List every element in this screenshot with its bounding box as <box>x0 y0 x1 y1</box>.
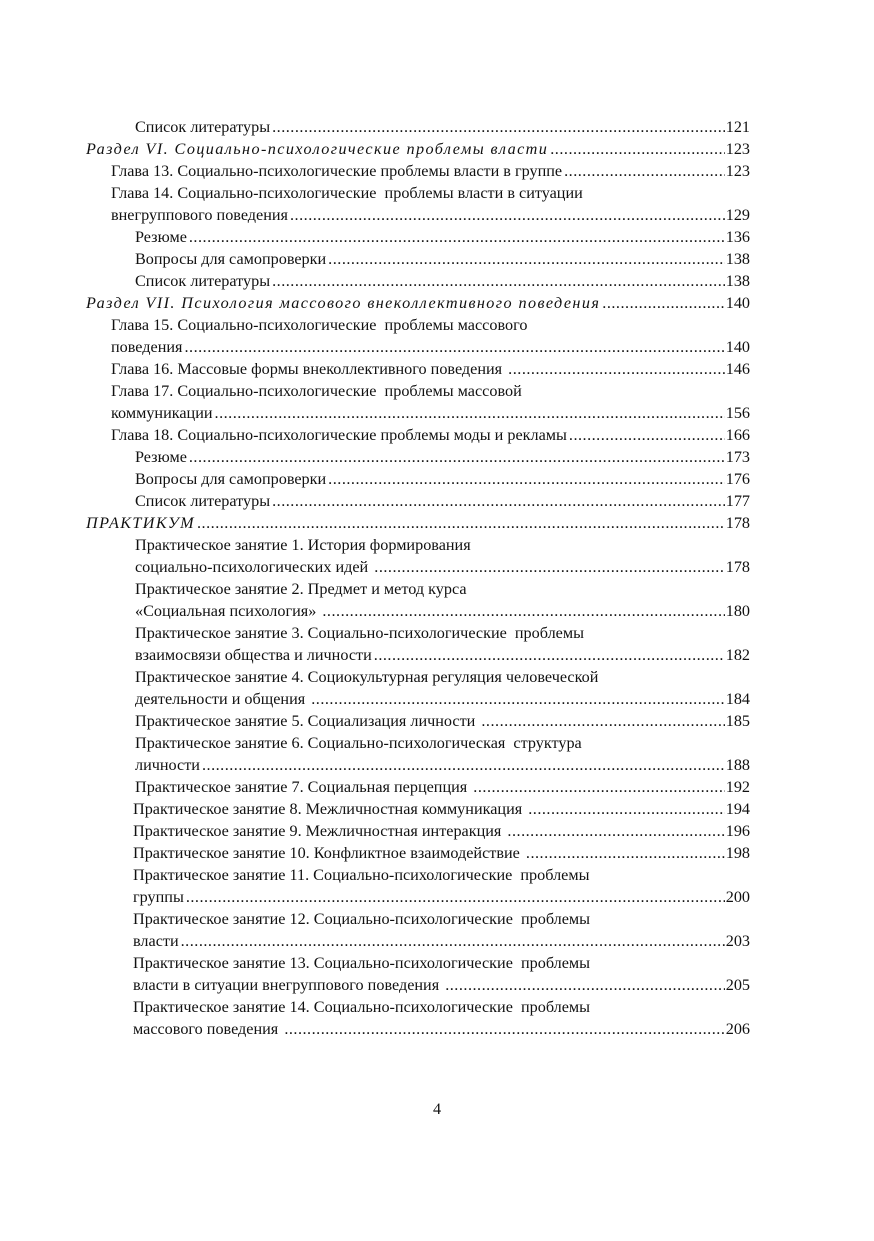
toc-entry-line1 <box>111 314 750 336</box>
toc-page-number: 200 <box>725 888 750 906</box>
toc-leader-dots <box>215 402 725 424</box>
toc-entry <box>133 798 750 820</box>
toc-entry-line2 <box>133 930 750 952</box>
toc-leader-dots <box>328 468 725 490</box>
toc-entry-title: Глава 15. Социально-психологические проблемы массового <box>111 316 528 334</box>
toc-leader-dots <box>550 138 724 160</box>
toc-entry <box>135 776 750 798</box>
toc-entry-title: Список литературы <box>135 492 271 510</box>
table-of-contents <box>0 116 874 1040</box>
toc-leader-dots <box>602 292 724 314</box>
page-number: 4 <box>432 1100 442 1118</box>
toc-page-number: 178 <box>725 558 750 576</box>
toc-entry-title: Практическое занятие 8. Межличностная коммуникация <box>133 800 527 818</box>
toc-page-number: 123 <box>725 162 750 180</box>
toc-leader-dots <box>564 160 725 182</box>
toc-page-number: 205 <box>725 976 750 994</box>
toc-page-number: 176 <box>725 470 750 488</box>
toc-leader-dots <box>445 974 725 996</box>
toc-entry-title-cont: коммуникации <box>111 404 213 422</box>
toc-page-number: 203 <box>725 932 750 950</box>
toc-entry-line1 <box>133 996 750 1018</box>
toc-entry-line2 <box>111 204 750 226</box>
toc-entry-title: Резюме <box>135 448 187 466</box>
toc-entry-line1 <box>135 534 750 556</box>
toc-entry <box>133 820 750 842</box>
toc-leader-dots <box>189 226 725 248</box>
toc-page-number: 177 <box>725 492 750 510</box>
toc-entry-title-cont: «Социальная психология» <box>135 602 321 620</box>
toc-entry <box>135 468 750 490</box>
toc-leader-dots <box>507 820 724 842</box>
toc-leader-dots <box>473 776 724 798</box>
toc-page-number: 140 <box>725 294 750 312</box>
toc-leader-dots <box>186 886 725 908</box>
toc-entry-line2 <box>135 754 750 776</box>
toc-entry <box>135 490 750 512</box>
toc-leader-dots <box>189 446 725 468</box>
toc-entry <box>135 710 750 732</box>
toc-leader-dots <box>311 688 724 710</box>
toc-entry-line1 <box>135 622 750 644</box>
toc-entry-line1 <box>111 380 750 402</box>
toc-entry-title: Практическое занятие 4. Социокультурная регуляция человеческой <box>135 668 599 686</box>
toc-leader-dots <box>374 644 725 666</box>
toc-page-number: 156 <box>725 404 750 422</box>
toc-entry-line1 <box>135 732 750 754</box>
toc-leader-dots <box>272 490 725 512</box>
toc-page-number: 146 <box>725 360 750 378</box>
toc-entry-title: Раздел VI. Социально-психологические проблемы власти <box>86 140 549 158</box>
toc-entry-line2 <box>135 644 750 666</box>
toc-entry-title: Вопросы для самопроверки <box>135 250 327 268</box>
toc-entry-line2 <box>133 1018 750 1040</box>
toc-entry-title: Глава 17. Социально-психологические проблемы массовой <box>111 382 522 400</box>
toc-entry-title: ПРАКТИКУМ <box>86 514 195 532</box>
toc-entry-line2 <box>135 600 750 622</box>
toc-page-number: 182 <box>725 646 750 664</box>
toc-leader-dots <box>272 116 725 138</box>
toc-entry-title: Глава 13. Социально-психологические проблемы власти в группе <box>111 162 563 180</box>
toc-entry-line2 <box>133 974 750 996</box>
toc-entry-title: Практическое занятие 6. Социально-психологическая структура <box>135 734 582 752</box>
toc-entry-line1 <box>133 864 750 886</box>
toc-entry-title: Резюме <box>135 228 187 246</box>
toc-entry-title: Практическое занятие 9. Межличностная интеракция <box>133 822 506 840</box>
toc-entry-title: Практическое занятие 10. Конфликтное взаимодействие <box>133 844 524 862</box>
toc-entry-title-cont: деятельности и общения <box>135 690 310 708</box>
toc-leader-dots <box>272 270 725 292</box>
toc-leader-dots <box>184 336 724 358</box>
toc-leader-dots <box>526 842 725 864</box>
toc-page-number: 198 <box>725 844 750 862</box>
toc-page-number: 180 <box>725 602 750 620</box>
toc-page-number: 192 <box>725 778 750 796</box>
toc-page-number: 123 <box>725 140 750 158</box>
toc-entry-line1 <box>133 952 750 974</box>
toc-leader-dots <box>197 512 725 534</box>
toc-entry-title: Список литературы <box>135 272 271 290</box>
toc-entry <box>135 116 750 138</box>
toc-entry <box>135 226 750 248</box>
toc-entry-title: Глава 16. Массовые формы внеколлективного поведения <box>111 360 507 378</box>
toc-page-number: 188 <box>725 756 750 774</box>
toc-leader-dots <box>181 930 725 952</box>
toc-page-number: 196 <box>725 822 750 840</box>
toc-entry-line1 <box>135 666 750 688</box>
toc-leader-dots <box>569 424 725 446</box>
toc-leader-dots <box>481 710 724 732</box>
toc-entry-title: Практическое занятие 3. Социально-психологические проблемы <box>135 624 584 642</box>
toc-entry-title: Практическое занятие 14. Социально-психологические проблемы <box>133 998 591 1016</box>
toc-entry <box>111 424 750 446</box>
toc-leader-dots <box>202 754 725 776</box>
toc-page-number: 194 <box>725 800 750 818</box>
toc-page-number: 185 <box>725 712 750 730</box>
toc-entry-title: Глава 14. Социально-психологические проблемы власти в ситуации <box>111 184 583 202</box>
toc-entry-line2 <box>111 336 750 358</box>
toc-entry-line1 <box>135 578 750 600</box>
toc-entry-title: Практическое занятие 7. Социальная перцепция <box>135 778 472 796</box>
toc-leader-dots <box>322 600 724 622</box>
toc-entry-title: Список литературы <box>135 118 271 136</box>
toc-page-number: 178 <box>725 514 750 532</box>
toc-leader-dots <box>290 204 725 226</box>
toc-entry-title: Практическое занятие 11. Социально-психологические проблемы <box>133 866 590 884</box>
toc-page-number: 136 <box>725 228 750 246</box>
toc-page-number: 184 <box>725 690 750 708</box>
toc-entry-title-cont: внегруппового поведения <box>111 206 288 224</box>
toc-entry <box>135 248 750 270</box>
toc-entry <box>133 842 750 864</box>
toc-leader-dots <box>374 556 724 578</box>
toc-entry-title: Практическое занятие 13. Социально-психологические проблемы <box>133 954 591 972</box>
toc-entry-title-cont: социально-психологических идей <box>135 558 373 576</box>
toc-page-number: 166 <box>725 426 750 444</box>
toc-entry-title-cont: поведения <box>111 338 183 356</box>
toc-entry-title: Глава 18. Социально-психологические проблемы моды и рекламы <box>111 426 567 444</box>
toc-entry-line1 <box>133 908 750 930</box>
toc-entry-line2 <box>111 402 750 424</box>
toc-entry-title-cont: власти <box>133 932 179 950</box>
toc-section-heading <box>86 292 750 314</box>
toc-entry-title-cont: взаимосвязи общества и личности <box>135 646 372 664</box>
toc-entry-title: Практическое занятие 2. Предмет и метод курса <box>135 580 467 598</box>
toc-entry-title: Практическое занятие 5. Социализация личности <box>135 712 480 730</box>
toc-entry-line2 <box>135 556 750 578</box>
toc-page-number: 129 <box>725 206 750 224</box>
toc-page-number: 121 <box>725 118 750 136</box>
toc-page-number: 206 <box>725 1020 750 1038</box>
toc-entry <box>135 270 750 292</box>
toc-entry-title-cont: массового поведения <box>133 1020 283 1038</box>
toc-leader-dots <box>284 1018 724 1040</box>
toc-entry-title-cont: личности <box>135 756 200 774</box>
toc-entry-title-cont: власти в ситуации внегруппового поведения <box>133 976 444 994</box>
toc-entry <box>111 358 750 380</box>
toc-section-heading <box>86 512 750 534</box>
toc-section-heading <box>86 138 750 160</box>
toc-page-number: 138 <box>725 250 750 268</box>
toc-entry-title: Вопросы для самопроверки <box>135 470 327 488</box>
toc-leader-dots <box>328 248 725 270</box>
toc-leader-dots <box>508 358 725 380</box>
toc-entry-line2 <box>133 886 750 908</box>
toc-page-number: 173 <box>725 448 750 466</box>
toc-leader-dots <box>528 798 724 820</box>
toc-entry <box>111 160 750 182</box>
toc-page-number: 140 <box>725 338 750 356</box>
toc-entry-title: Раздел VII. Психология массового внеколлективного поведения <box>86 294 601 312</box>
toc-entry-title: Практическое занятие 1. История формирования <box>135 536 471 554</box>
toc-entry <box>135 446 750 468</box>
toc-entry-title: Практическое занятие 12. Социально-психологические проблемы <box>133 910 591 928</box>
toc-entry-title-cont: группы <box>133 888 184 906</box>
toc-entry-line2 <box>135 688 750 710</box>
toc-entry-line1 <box>111 182 750 204</box>
toc-page-number: 138 <box>725 272 750 290</box>
